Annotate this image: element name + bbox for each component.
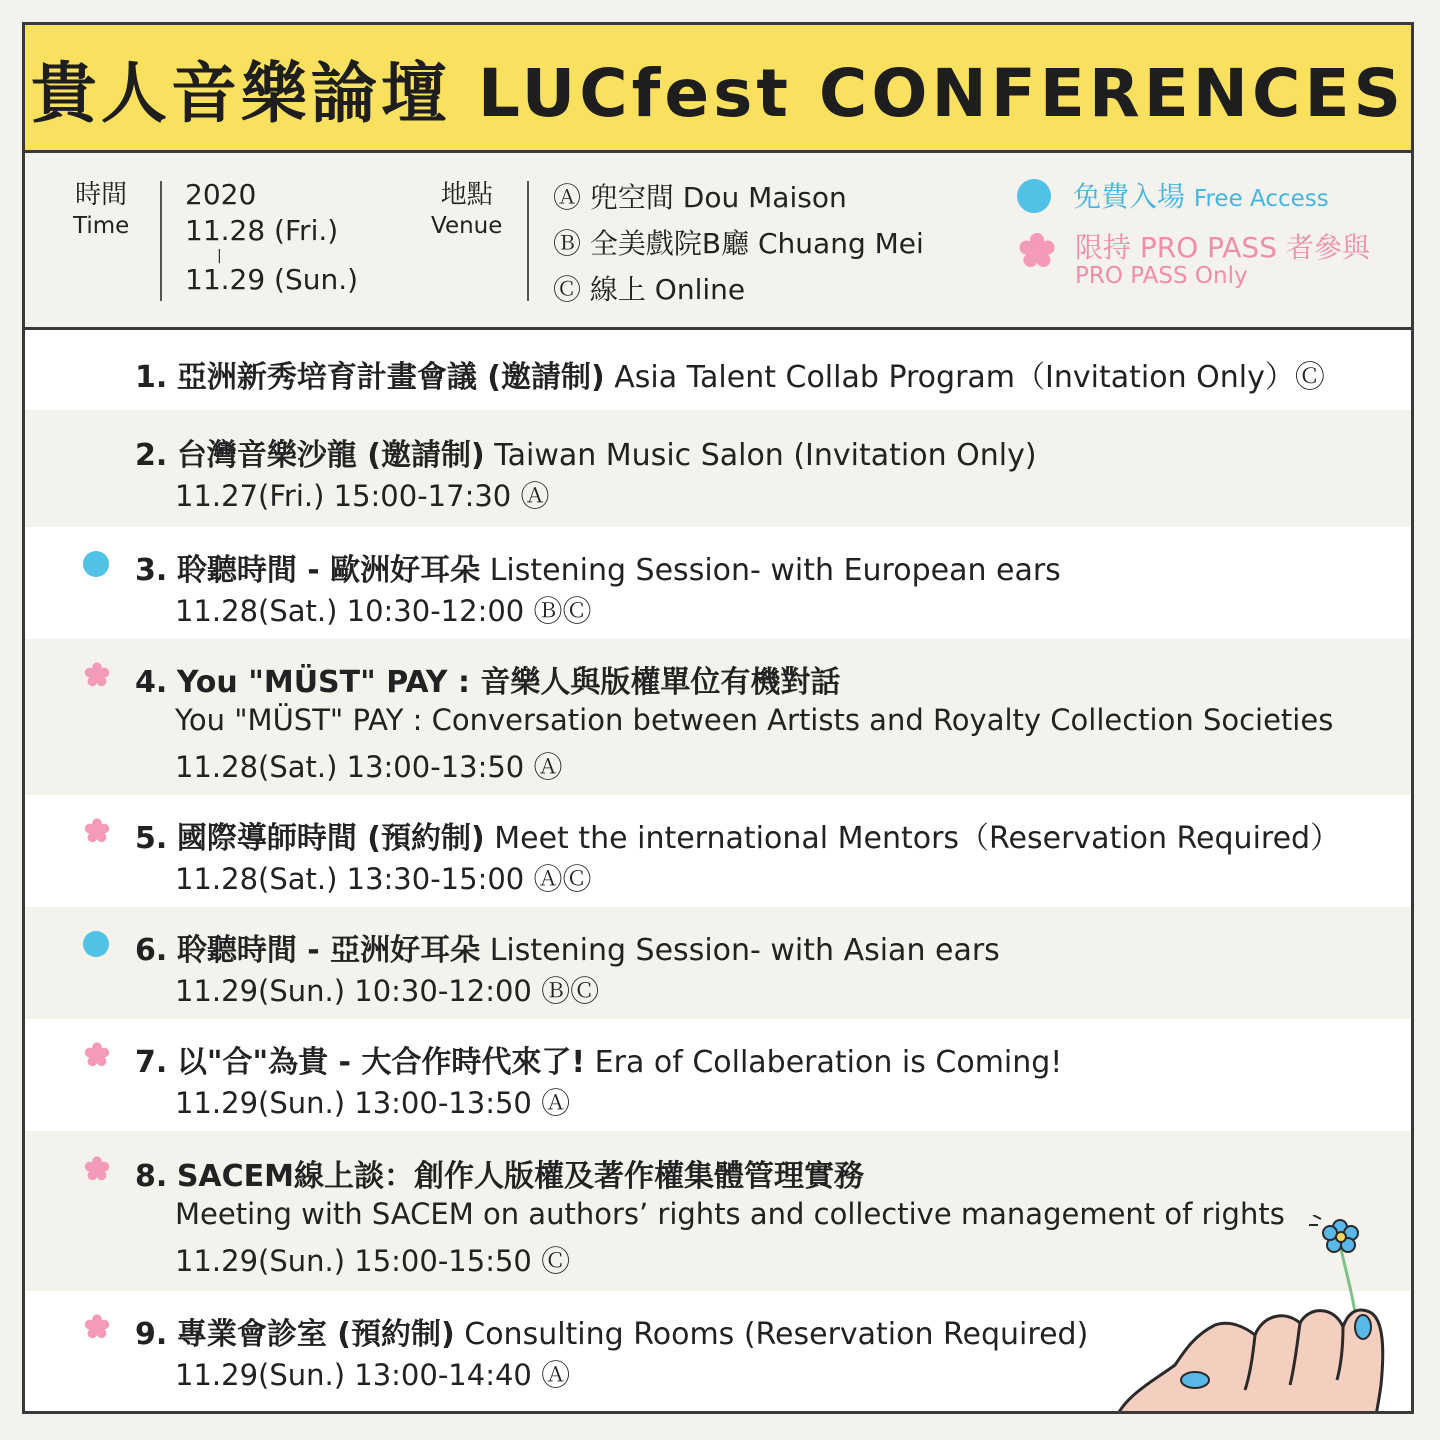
session-number: 9. bbox=[135, 1317, 168, 1352]
free-access-dot-icon bbox=[1017, 179, 1051, 213]
session-row bbox=[25, 410, 1411, 527]
legend-free-zh: 免費入場 bbox=[1073, 180, 1186, 213]
page-title: 貴人音樂論壇 LUCfest CONFERENCES bbox=[30, 55, 1406, 132]
session-number: 7. bbox=[135, 1045, 168, 1080]
session-time: 11.29(Sun.) 10:30-12:00 ⒷⒸ bbox=[175, 974, 600, 1008]
session-title-zh: 亞洲新秀培育計畫會議 (邀請制) bbox=[176, 360, 605, 395]
session-title-zh: 專業會診室 (預約制) bbox=[176, 1317, 455, 1352]
session-row bbox=[25, 330, 1411, 410]
venue-c: Ⓒ 線上 Online bbox=[553, 273, 746, 306]
event-dates bbox=[185, 177, 358, 299]
venue-a: Ⓐ 兜空間 Dou Maison bbox=[553, 181, 847, 214]
free-access-dot-icon bbox=[83, 551, 109, 577]
session-row bbox=[25, 795, 1411, 907]
venue-b: Ⓑ 全美戲院B廳 Chuang Mei bbox=[553, 227, 924, 260]
legend-pro bbox=[1017, 233, 1370, 289]
session-row bbox=[25, 639, 1411, 795]
pro-pass-flower-icon bbox=[83, 1313, 111, 1341]
pro-pass-flower-icon bbox=[83, 1155, 111, 1183]
date-start: 11.28 (Fri.) bbox=[185, 214, 339, 248]
session-title-zh: 聆聽時間 - 歐洲好耳朵 bbox=[176, 553, 481, 588]
free-access-dot-icon bbox=[83, 931, 109, 957]
legend-pro-en: PRO PASS Only bbox=[1075, 262, 1248, 289]
session-number: 2. bbox=[135, 438, 168, 473]
session-time: 11.27(Fri.) 15:00-17:30 Ⓐ bbox=[175, 479, 550, 513]
session-title-zh: 台灣音樂沙龍 (邀請制) bbox=[176, 438, 485, 473]
legend bbox=[1017, 175, 1370, 289]
header-banner bbox=[25, 25, 1411, 153]
venue-label-zh: 地點 bbox=[440, 180, 493, 210]
session-number: 8. bbox=[135, 1159, 168, 1194]
date-range-tick: | bbox=[217, 247, 222, 264]
session-number: 4. bbox=[135, 665, 168, 700]
session-time: 11.29(Sun.) 13:00-13:50 Ⓐ bbox=[175, 1086, 571, 1120]
session-number: 1. bbox=[135, 360, 168, 395]
venue-list bbox=[553, 175, 924, 313]
session-time: 11.28(Sat.) 13:30-15:00 ⒶⒸ bbox=[175, 862, 592, 896]
legend-pro-zh: 限持 PRO PASS 者參與 bbox=[1075, 231, 1370, 264]
session-title-zh: SACEM線上談：創作人版權及著作權集體管理實務 bbox=[176, 1159, 865, 1194]
legend-free-en: Free Access bbox=[1193, 186, 1329, 212]
session-title-zh: 國際導師時間 (預約制) bbox=[176, 821, 485, 856]
session-title-zh: You "MÜST" PAY : 音樂人與版權單位有機對話 bbox=[176, 665, 841, 700]
session-title-en: Asia Talent Collab Program（Invitation Only）Ⓒ bbox=[614, 360, 1325, 395]
session-number: 3. bbox=[135, 553, 168, 588]
hand-flower-illustration bbox=[1085, 1215, 1414, 1414]
session-title-en: Era of Collaberation is Coming! bbox=[594, 1045, 1063, 1080]
pro-pass-flower-icon bbox=[83, 661, 111, 689]
session-time: 11.29(Sun.) 15:00-15:50 Ⓒ bbox=[175, 1244, 571, 1278]
session-number: 5. bbox=[135, 821, 168, 856]
session-subtitle-en: You "MÜST" PAY : Conversation between Artists and Royalty Collection Societies bbox=[175, 703, 1334, 737]
info-panel bbox=[25, 153, 1411, 330]
time-label bbox=[73, 179, 129, 240]
session-title-en: Listening Session- with Asian ears bbox=[489, 933, 1000, 968]
event-year: 2020 bbox=[185, 178, 257, 211]
session-time: 11.28(Sat.) 13:00-13:50 Ⓐ bbox=[175, 750, 563, 784]
time-label-zh: 時間 bbox=[75, 180, 128, 210]
venue-label bbox=[431, 179, 502, 240]
date-end: 11.29 (Sun.) bbox=[185, 263, 359, 297]
poster-frame bbox=[22, 22, 1414, 1414]
pro-pass-flower-icon bbox=[83, 1041, 111, 1069]
session-time: 11.28(Sat.) 10:30-12:00 ⒷⒸ bbox=[175, 594, 592, 628]
session-title-zh: 聆聽時間 - 亞洲好耳朵 bbox=[176, 933, 481, 968]
session-title-zh: 以"合"為貴 - 大合作時代來了! bbox=[176, 1045, 586, 1080]
session-title-en: Meet the international Mentors（Reservation Required） bbox=[494, 821, 1341, 856]
session-row bbox=[25, 907, 1411, 1019]
divider bbox=[160, 181, 162, 301]
session-title-en: Consulting Rooms (Reservation Required) bbox=[464, 1317, 1089, 1352]
legend-free bbox=[1017, 175, 1370, 215]
pro-pass-flower-icon bbox=[1017, 231, 1057, 271]
venue-label-en: Venue bbox=[431, 212, 503, 239]
session-time: 11.29(Sun.) 13:00-14:40 Ⓐ bbox=[175, 1358, 571, 1392]
session-title-en: Taiwan Music Salon (Invitation Only) bbox=[494, 438, 1037, 473]
divider bbox=[527, 181, 529, 301]
session-row bbox=[25, 1019, 1411, 1131]
session-subtitle-en: Meeting with SACEM on authors’ rights and collective management of rights bbox=[175, 1197, 1285, 1231]
session-number: 6. bbox=[135, 933, 168, 968]
session-title-en: Listening Session- with European ears bbox=[489, 553, 1061, 588]
time-label-en: Time bbox=[73, 212, 130, 239]
session-row bbox=[25, 527, 1411, 639]
pro-pass-flower-icon bbox=[83, 817, 111, 845]
